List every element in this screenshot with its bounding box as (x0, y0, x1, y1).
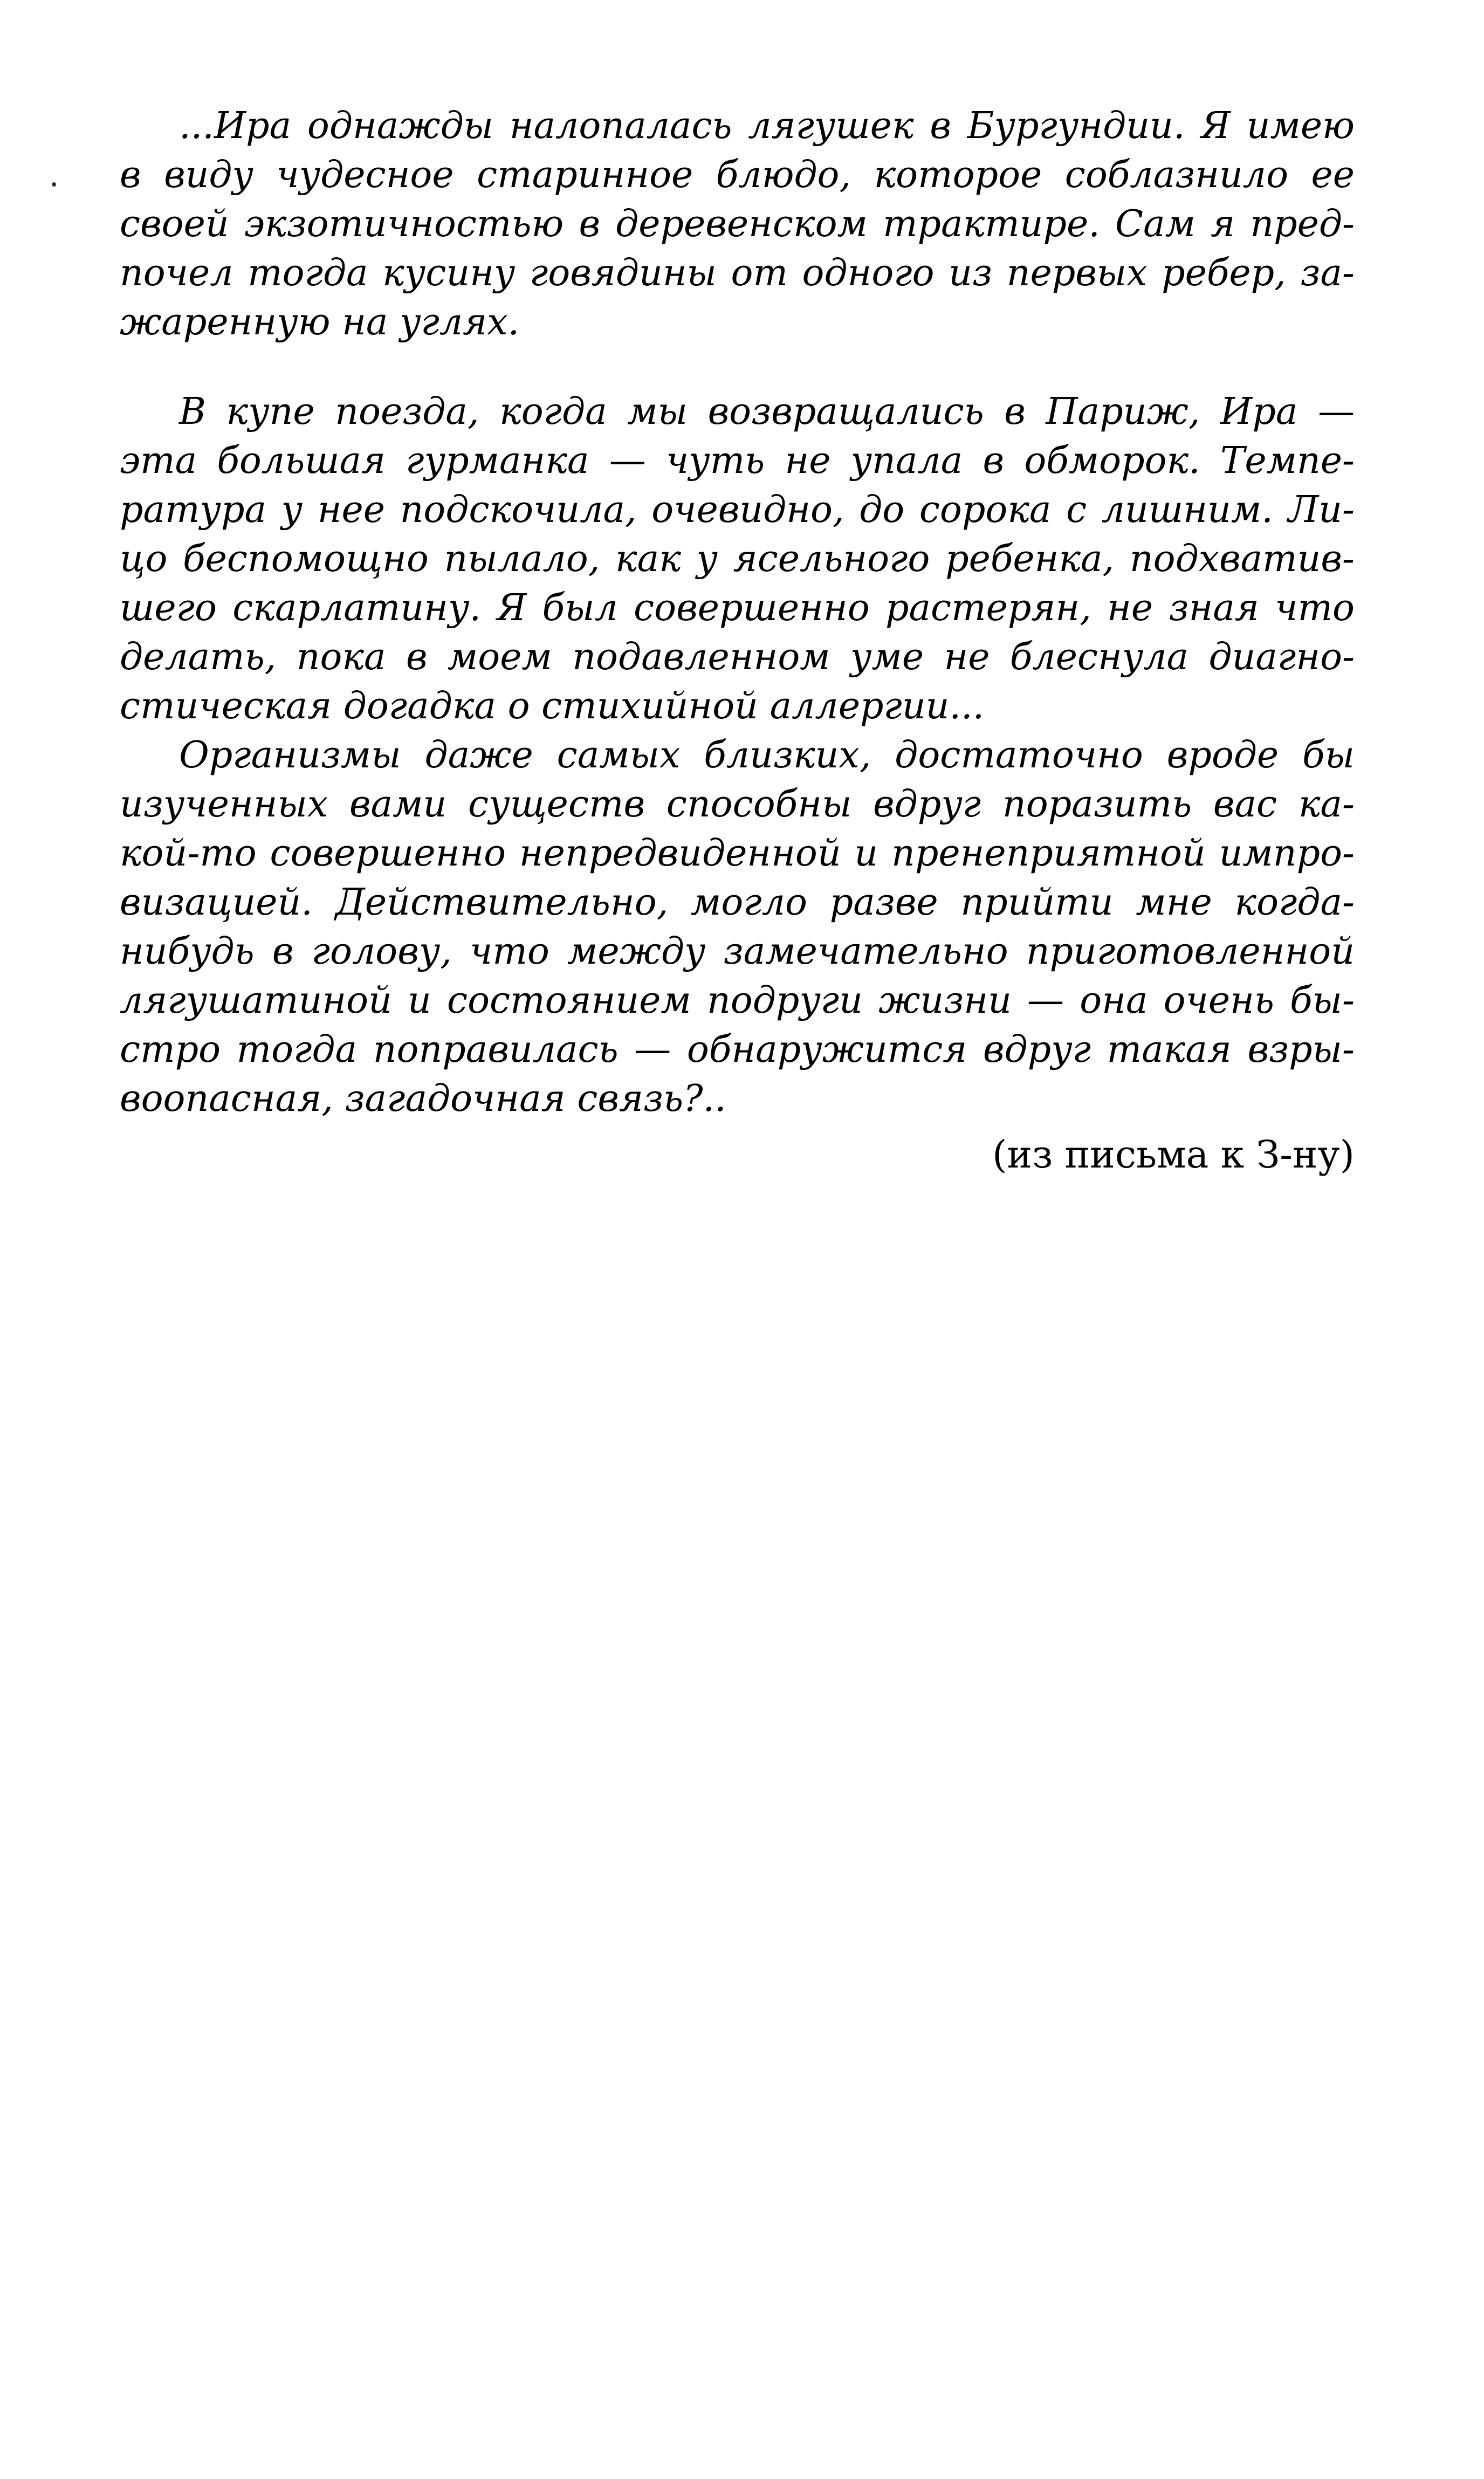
text-line: жаренную на углях. (120, 301, 520, 344)
text-line: ратура у нее подскочила, очевидно, до сорока с лишним. Ли- (120, 489, 1355, 531)
text-line: изученных вами существ способны вдруг поразить вас ка- (120, 783, 1355, 826)
paragraph-1 (120, 101, 1355, 347)
margin-speck (52, 182, 56, 187)
paragraph-gap (120, 347, 1355, 387)
text-line: нибудь в голову, что между замечательно приготовленной (120, 930, 1355, 973)
text-line: шего скарлатину. Я был совершенно растерян, не зная что (120, 587, 1355, 629)
text-line: делать, пока в моем подавленном уме не блеснула диагно- (120, 636, 1355, 678)
text-line: цо беспомощно пылало, как у ясельного ребенка, подхватив- (120, 538, 1355, 580)
text-line: лягушатиной и состоянием подруги жизни — она очень бы- (120, 979, 1355, 1022)
text-line: стическая догадка о стихийной аллергии... (120, 685, 985, 727)
page-body (120, 101, 1355, 1182)
text-line: В купе поезда, когда мы возвращались в Париж, Ира — (179, 390, 1355, 433)
text-line: воопасная, загадочная связь?.. (120, 1077, 726, 1120)
letter-attribution: (из письма к З-ну) (992, 1132, 1355, 1177)
text-line: почел тогда кусину говядины от одного из первых ребер, за- (120, 252, 1355, 294)
text-line: Организмы даже самых близких, достаточно вроде бы (179, 734, 1355, 777)
text-line: своей экзотичностью в деревенском трактире. Сам я пред- (120, 203, 1355, 245)
text-line: эта большая гурманка — чуть не упала в обморок. Темпе- (120, 440, 1355, 482)
text-line: кой-то совершенно непредвиденной и пренеприятной импро- (120, 832, 1355, 875)
text-line: стро тогда поправилась — обнаружится вдруг такая взры- (120, 1028, 1355, 1071)
text-line: визацией. Действительно, могло разве прийти мне когда- (120, 881, 1355, 924)
text-line: в виду чудесное старинное блюдо, которое соблазнило ее (120, 154, 1355, 196)
paragraph-3 (120, 731, 1355, 1123)
paragraph-2 (120, 387, 1355, 731)
text-line: ...Ира однажды налопалась лягушек в Бургундии. Я имею (179, 105, 1355, 147)
